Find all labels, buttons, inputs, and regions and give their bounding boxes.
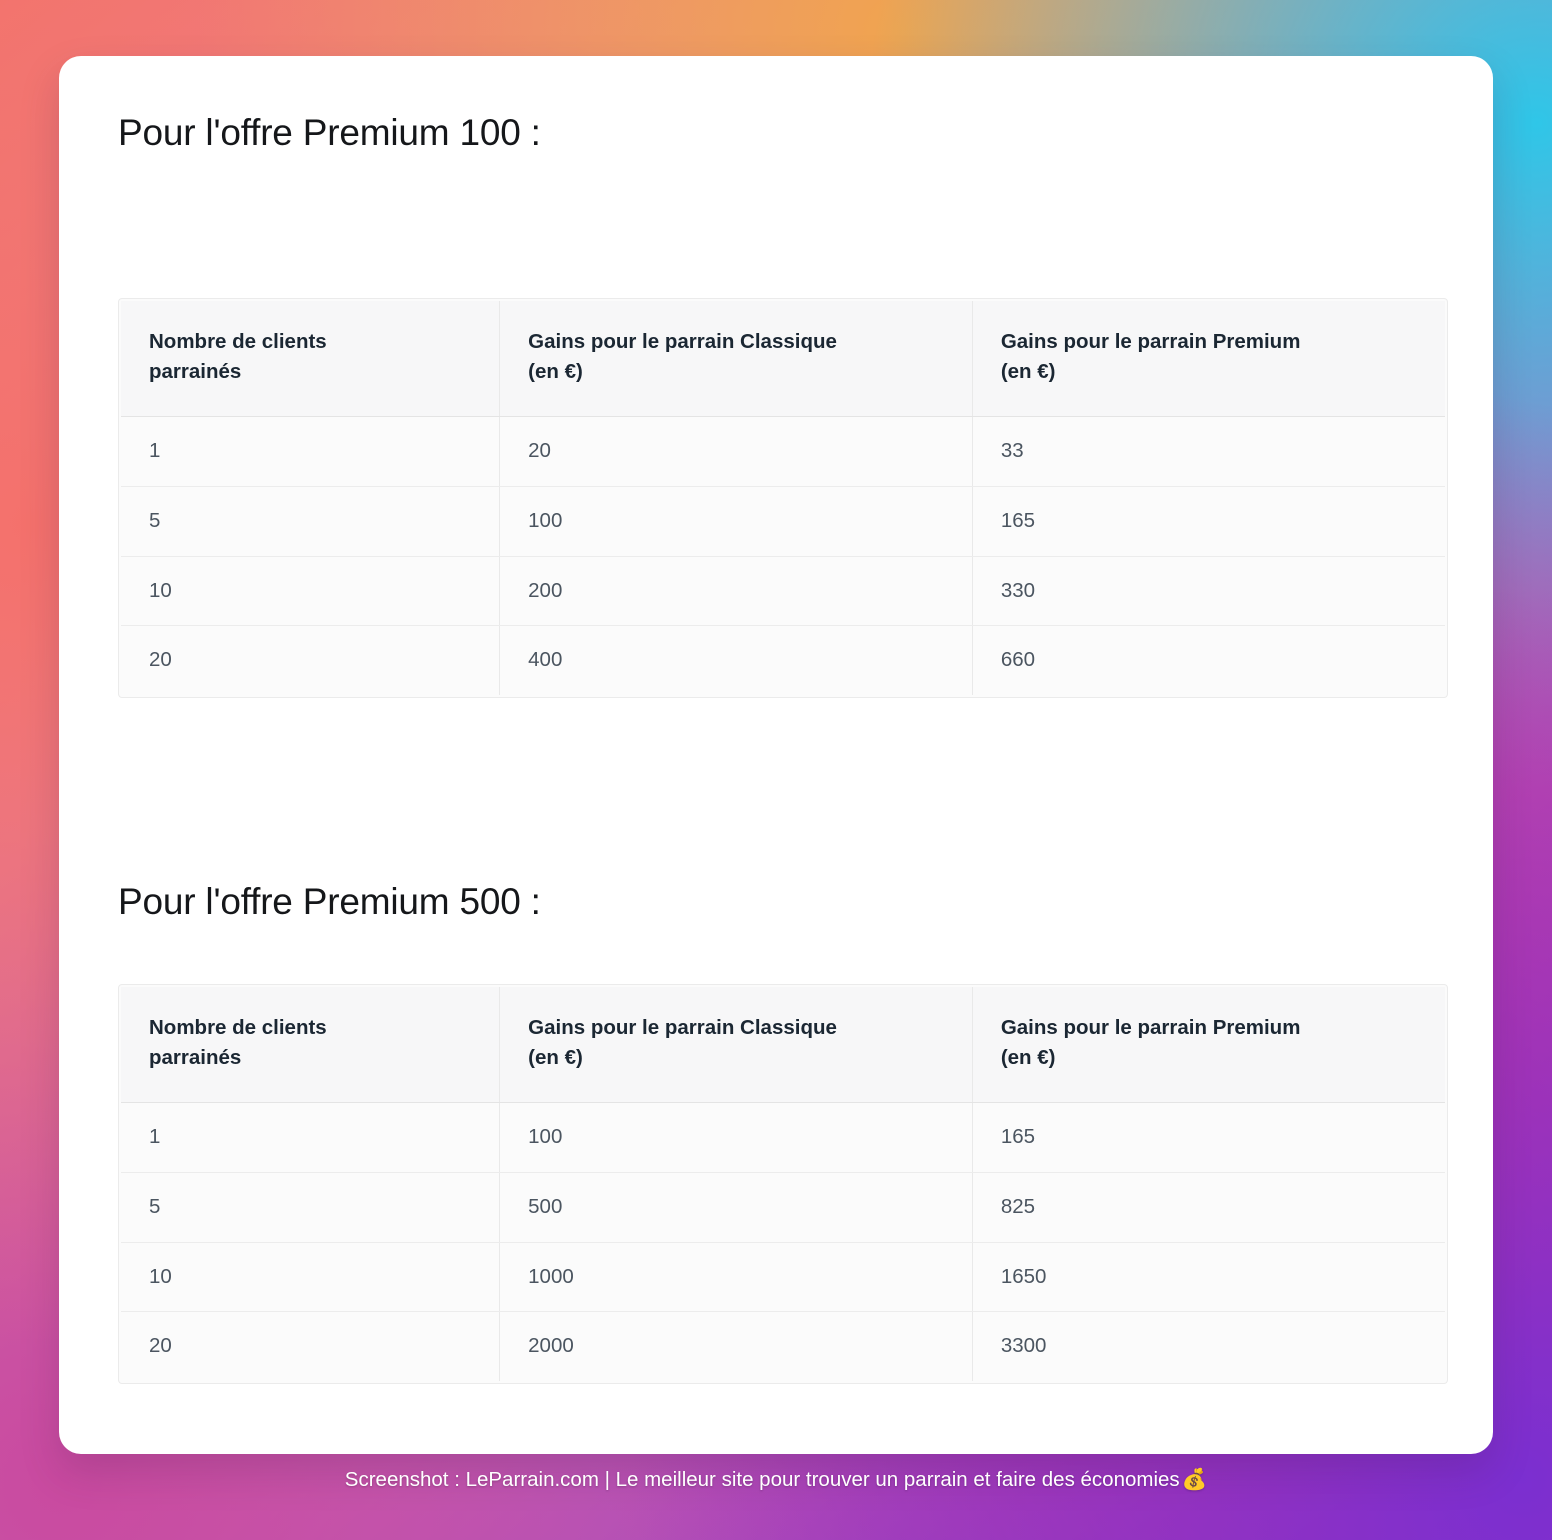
cell-clients: 5 xyxy=(121,1173,500,1243)
cell-gains-classique: 1000 xyxy=(500,1242,973,1312)
column-header-line1: Nombre de clients xyxy=(149,1016,327,1039)
cell-gains-premium: 33 xyxy=(972,417,1445,487)
column-header-gains-classique xyxy=(500,301,973,417)
gains-table-premium-100-wrapper xyxy=(118,298,1448,698)
gains-table-premium-500 xyxy=(121,987,1445,1381)
content-card xyxy=(59,56,1493,1454)
cell-gains-classique: 400 xyxy=(500,626,973,695)
cell-gains-classique: 20 xyxy=(500,417,973,487)
cell-gains-premium: 330 xyxy=(972,556,1445,626)
column-header-gains-premium xyxy=(972,301,1445,417)
gains-table-premium-100 xyxy=(121,301,1445,695)
cell-gains-premium: 825 xyxy=(972,1173,1445,1243)
cell-gains-premium: 1650 xyxy=(972,1242,1445,1312)
table-row xyxy=(121,417,1445,487)
column-header-gains-premium xyxy=(972,987,1445,1103)
footer-text: Screenshot : LeParrain.com | Le meilleur site pour trouver un parrain et faire des économies xyxy=(344,1468,1180,1491)
column-header-line1: Gains pour le parrain Premium xyxy=(1000,1016,1301,1039)
cell-clients: 10 xyxy=(121,556,500,626)
column-header-line1: Gains pour le parrain Classique xyxy=(528,330,837,353)
page-title-premium-500: Pour l'offre Premium 500 : xyxy=(118,881,541,922)
cell-clients: 1 xyxy=(121,1103,500,1173)
cell-gains-premium: 3300 xyxy=(972,1312,1445,1381)
table-header-row xyxy=(121,301,1445,417)
column-header-line2: (en €) xyxy=(1000,1045,1056,1069)
page-title-premium-100: Pour l'offre Premium 100 : xyxy=(118,112,541,153)
cell-gains-classique: 100 xyxy=(500,487,973,557)
column-header-line2: parrainés xyxy=(149,1045,242,1069)
cell-gains-classique: 2000 xyxy=(500,1312,973,1381)
cell-gains-premium: 165 xyxy=(972,1103,1445,1173)
cell-gains-premium: 165 xyxy=(972,487,1445,557)
column-header-line1: Gains pour le parrain Classique xyxy=(528,1016,837,1039)
money-bag-icon: 💰 xyxy=(1181,1468,1208,1491)
column-header-clients xyxy=(121,987,500,1103)
table-row xyxy=(121,556,1445,626)
table-row xyxy=(121,626,1445,695)
cell-gains-classique: 200 xyxy=(500,556,973,626)
cell-gains-premium: 660 xyxy=(972,626,1445,695)
cell-gains-classique: 500 xyxy=(500,1173,973,1243)
table-row xyxy=(121,1173,1445,1243)
table-row xyxy=(121,1103,1445,1173)
column-header-line2: parrainés xyxy=(149,359,242,383)
column-header-line1: Gains pour le parrain Premium xyxy=(1000,330,1301,353)
table-row xyxy=(121,487,1445,557)
cell-clients: 20 xyxy=(121,626,500,695)
column-header-line2: (en €) xyxy=(1000,359,1056,383)
cell-gains-classique: 100 xyxy=(500,1103,973,1173)
gains-table-premium-500-wrapper xyxy=(118,984,1448,1384)
table-header-row xyxy=(121,987,1445,1103)
cell-clients: 1 xyxy=(121,417,500,487)
table-row xyxy=(121,1242,1445,1312)
column-header-line2: (en €) xyxy=(528,1045,583,1069)
screenshot-credit-footer xyxy=(0,1468,1552,1492)
cell-clients: 20 xyxy=(121,1312,500,1381)
column-header-gains-classique xyxy=(500,987,973,1103)
column-header-clients xyxy=(121,301,500,417)
cell-clients: 10 xyxy=(121,1242,500,1312)
cell-clients: 5 xyxy=(121,487,500,557)
column-header-line2: (en €) xyxy=(528,359,583,383)
column-header-line1: Nombre de clients xyxy=(149,330,327,353)
table-row xyxy=(121,1312,1445,1381)
